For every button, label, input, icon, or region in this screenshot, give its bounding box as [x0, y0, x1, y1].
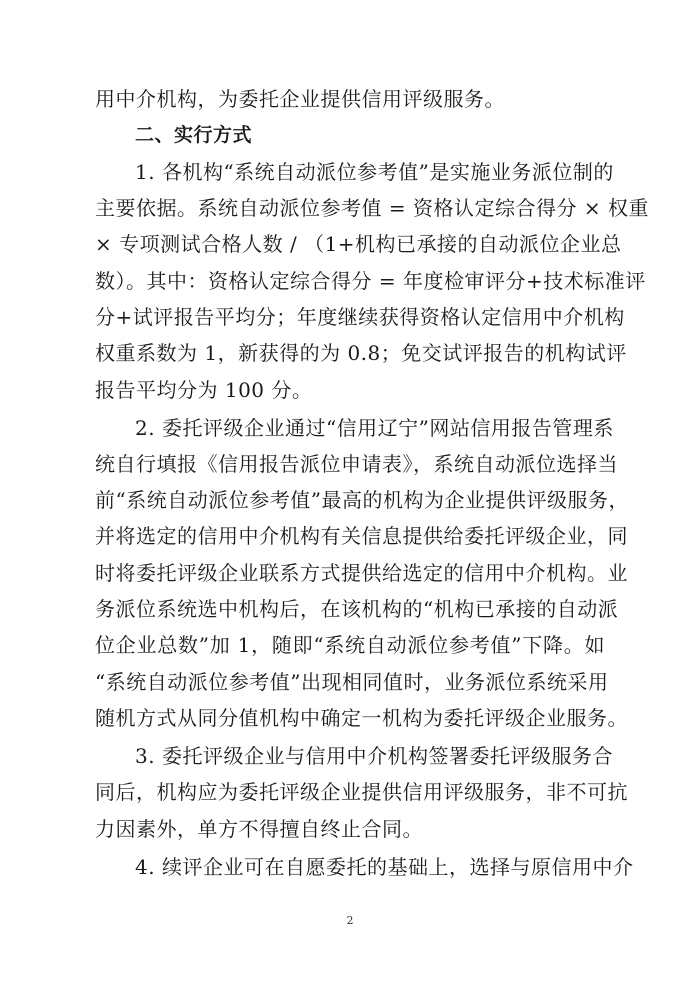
paragraph-line: 报告平均分为 100 分。 [95, 378, 313, 402]
paragraph-line: 力因素外，单方不得擅自终止合同。 [95, 817, 423, 841]
paragraph-line: 1. 各机构“系统自动派位参考值”是实施业务派位制的 [135, 160, 614, 184]
paragraph-line: 随机方式从同分值机构中确定一机构为委托评级企业服务。 [95, 706, 628, 730]
paragraph-line: 分+试评报告平均分；年度继续获得资格认定信用中介机构 [95, 305, 625, 329]
paragraph-line: 务派位系统选中机构后，在该机构的“机构已承接的自动派 [95, 597, 619, 621]
paragraph-line: “系统自动派位参考值”出现相同值时，业务派位系统采用 [95, 670, 609, 694]
paragraph-line: 权重系数为 1，新获得的为 0.8；免交试评报告的机构试评 [95, 341, 627, 365]
paragraph-line: 4. 续评企业可在自愿委托的基础上，选择与原信用中介 [135, 855, 634, 879]
paragraph-line: 数）。其中：资格认定综合得分 = 年度检审评分+技术标准评 [95, 269, 646, 293]
paragraph-line: 并将选定的信用中介机构有关信息提供给委托评级企业，同 [95, 524, 628, 548]
paragraph-line: 同后，机构应为委托评级企业提供信用评级服务，非不可抗 [95, 780, 628, 804]
paragraph-line: 主要依据。系统自动派位参考值 = 资格认定综合得分 × 权重 [95, 196, 649, 220]
section-heading: 二、实行方式 [135, 124, 253, 146]
paragraph-line: 时将委托评级企业联系方式提供给选定的信用中介机构。业 [95, 561, 628, 585]
paragraph-line: × 专项测试合格人数 / （1+机构已承接的自动派位企业总 [95, 232, 622, 256]
paragraph-line: 统自行填报《信用报告派位申请表》，系统自动派位选择当 [95, 452, 618, 476]
page-number: 2 [346, 914, 354, 927]
paragraph-line: 2. 委托评级企业通过“信用辽宁”网站信用报告管理系 [135, 416, 614, 440]
paragraph-line: 用中介机构，为委托企业提供信用评级服务。 [95, 87, 505, 111]
paragraph-line: 3. 委托评级企业与信用中介机构签署委托评级服务合 [135, 744, 613, 768]
paragraph-line: 位企业总数”加 1，随即“系统自动派位参考值”下降。如 [95, 633, 605, 657]
paragraph-line: 前“系统自动派位参考值”最高的机构为企业提供评级服务， [95, 488, 629, 512]
